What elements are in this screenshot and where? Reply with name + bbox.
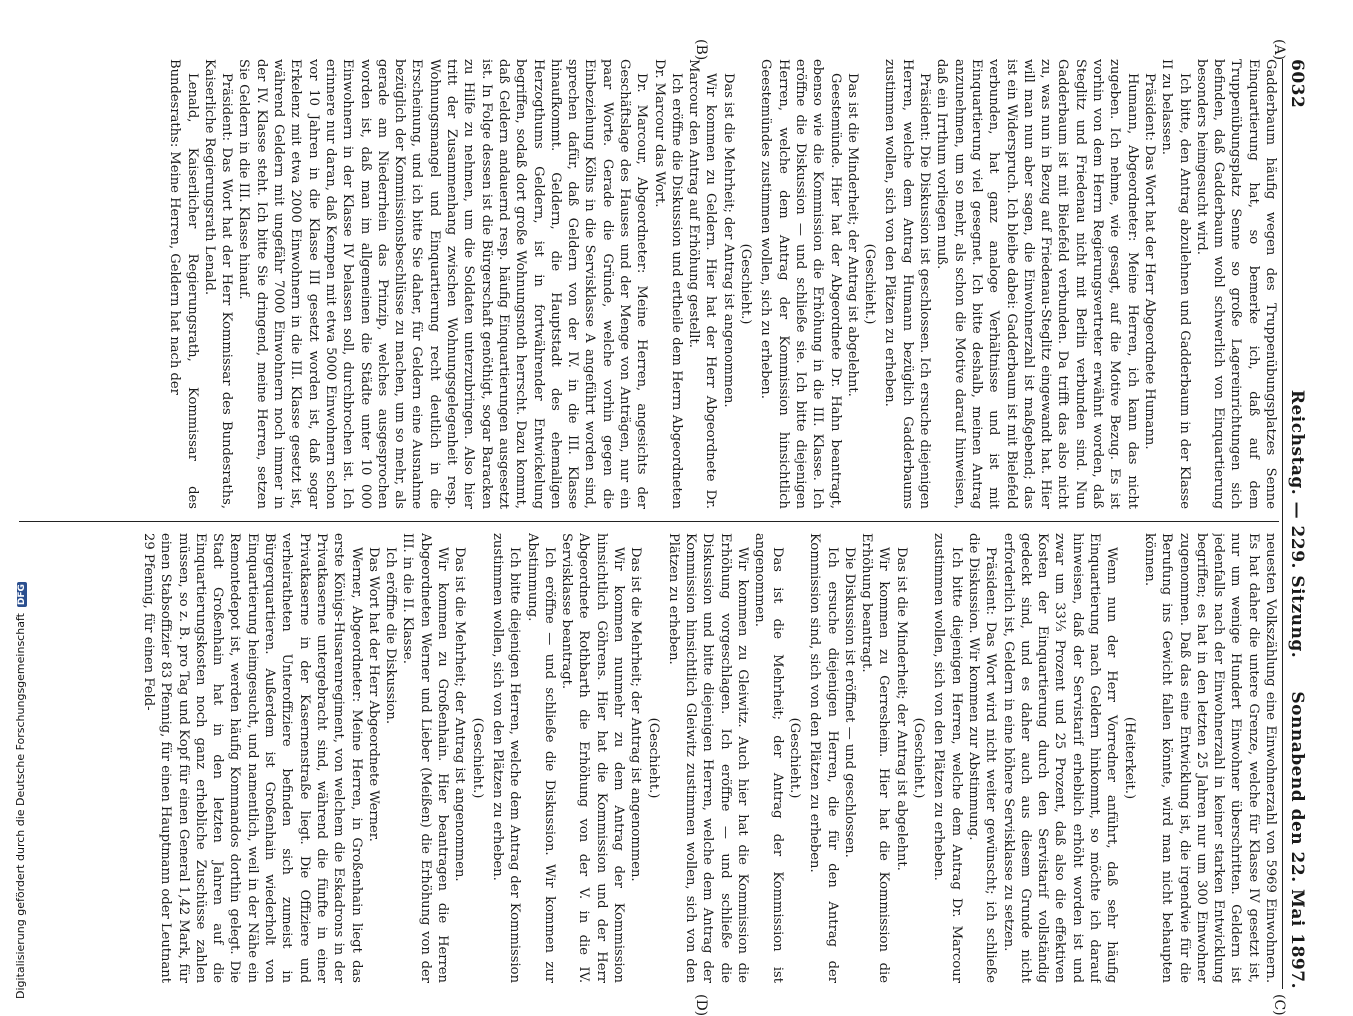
right-column-paragraph: Ich eröffne die Diskussion.	[383, 547, 399, 724]
page-date: Sonnabend den 22. Mai 1897.	[1287, 691, 1307, 989]
left-column-paragraph: Dr. Marcour, Abgeordneter: Meine Herren, angesichts der Geschäftslage des Hauses und der Menge von Anträgen, nur ein paar Worte. Gerade die Gründe, welche vorhin gegen die Einbeziehung Kölns in die Servisklasse A angeführt worden sind, sprechen dafür, daß Geldern von der IV. in die III. Klasse hinaufkommt. Geldern, die Hauptstadt des ehemaligen Herzogthums Geldern, ist in fortwährender Entwickelung begriffen, sodaß dort große Wohnungsnoth herrscht. Dazu kommt, daß Geldern andauernd resp. häufig Einquartierungen ausgesetzt ist. In Folge dessen ist die Bürgerschaft genöthigt, sogar Baracken zu Hilfe zu nehmen, um die Soldaten unterzubringen. Also hier tritt der Zusammenhang zwischen Wohnungsgelegenheit resp. Wohnungsmangel und Einquartierung recht deutlich in die Erscheinung, und ich bitte Sie daher, für Geldern eine Ausnahme bezüglich der Kommissionsbeschlüsse zu machen, um so mehr, als gerade am Niederrhein das Prinzip, welches ausgesprochen worden ist, daß man im allgemeinen die Städte unter 10 000 Einwohnern in der Klasse IV belassen soll, durchbrochen ist. Ich erinnere nur daran, daß Kempen mit etwa 5000 Einwohnern schon vor 10 Jahren in die Klasse III gesetzt worden ist, daß sogar Erkelenz mit etwa 2000 Einwohnern in die III. Klasse gesetzt ist, während Geldern mit ungefähr 7000 Einwohnern noch immer in der IV. Klasse steht. Ich bitte Sie dringend, meine Herren, setzen Sie Geldern in die III. Klasse hinauf.	[236, 59, 650, 509]
left-column-paragraph: Lenald, Kaiserlicher Regierungsrath, Kommissar des Bundesraths: Meine Herren, Geldern hat nach der	[167, 59, 200, 509]
footer-credit-bar	[0, 0, 28, 1000]
scanned-page	[9, 39, 1309, 1016]
right-column-paragraph: Ich eröffne — und schließe die Diskussion. Wir kommen zur Abstimmung.	[524, 533, 557, 983]
page-number: 6032	[1287, 59, 1307, 109]
margin-marker-c: (C)	[1271, 994, 1287, 1016]
left-column-paragraph: Präsident: Das Wort hat der Herr Abgeordnete Humann.	[1141, 73, 1157, 450]
left-column-paragraph: Gadderbaum häufig wegen des Truppenübungsplatzes Senne Einquartierung hat, so bemerke ich, daß auf dem Truppenübungsplatz Senne so große Lagereinrichtungen sich befinden, daß Gadderbaum wohl schwerlich von Einquartierung besonders heimgesucht wird.	[1193, 59, 1278, 509]
right-column-paragraph: Ich ersuche diejenigen Herren, die für den Antrag der Kommission sind, sich von den Plätzen zu erheben.	[807, 533, 840, 983]
right-column-paragraph: Wir kommen nunmehr zu dem Antrag der Kommission hinsichtlich Göhrens. Hier hat die Kommission und der Herr Abgeordnete Rothbarth die Erhöhung von der V. in die IV. Servisklasse beantragt.	[559, 533, 627, 983]
right-column-paragraph: (Heiterkeit.)	[1121, 716, 1137, 800]
left-column-paragraph: Das ist die Mehrheit; der Antrag ist angenommen.	[720, 73, 736, 408]
right-column-paragraph: (Geschieht.)	[786, 717, 802, 799]
margin-marker-b: (B)	[693, 39, 709, 61]
right-column-paragraph: Werner, Abgeordneter: Meine Herren, in Großenhain liegt das erste Königs-Husarenregiment, von welchem die Eskadrons in der Privatkaserne untergebracht sind, während die fünfte in einer Privatkaserne in der Kasernenstraße liegt. Die Offiziere und verheiratheten Unteroffiziere befinden sich zumeist in Bürgerquartieren. Außerdem ist Großenhain wiederholt von Einquartierung heimgesucht, und namentlich, weil in der Nähe ein Remontedepot ist, werden häufig Kommandos dorthin gelegt. Die Stadt Großenhain hat in den letzten Jahren auf die Einquartierungskosten noch ganz erhebliche Zuschüsse zahlen müssen, so z. B. pro Tag und Kopf für einen General 1,42 Mark, für einen Stabsoffizier 83 Pfennig, für einen Hauptmann oder Leutnant 29 Pfennig, für einen Feld-	[141, 533, 364, 983]
credit-text: Digitalisierung gefördert durch die Deutsche Forschungsgemeinschaft	[14, 613, 27, 999]
left-column-paragraph: Ich bitte, den Antrag abzulehnen und Gadderbaum in der Klasse II zu belassen.	[1159, 59, 1192, 509]
left-column-paragraph: Präsident: Die Diskussion ist geschlossen. Ich ersuche diejenigen Herren, welche dem Antrag Humann bezüglich Gadderbaums zustimmen wollen, sich von den Plätzen zu erheben.	[882, 59, 933, 509]
right-column-paragraph: Präsident: Das Wort wird nicht weiter gewünscht; ich schließe die Diskussion. Wir kommen zur Abstimmung.	[965, 533, 999, 983]
column-divider	[19, 521, 1279, 522]
credit-line	[14, 582, 27, 999]
right-column-paragraph: Das Wort hat der Herr Abgeordnete Werner.	[365, 547, 381, 842]
right-column-paragraph: Wir kommen zu Gleiwitz. Auch hier hat die Kommission die Erhöhung vorgeschlagen. Ich eröffne — und schließe die Diskussion und bitte diejenigen Herren, welche dem Antrag der Kommission hinsichtlich Gleiwitz zustimmen wollen, sich von den Plätzen zu erheben.	[665, 533, 751, 983]
right-column-paragraph: Wenn nun der Herr Vorredner anführt, daß sehr häufig Einquartierung nach Geldern hinkommt, so möchte ich darauf hinweisen, daß der Servistarif erheblich erhöht worden ist und zwar um 33⅓ Prozent und 25 Prozent, daß also die effektiven Kosten der Einquartierung durch den Servistarif vollständig gedeckt sind, und es daher auch aus diesem Grunde nicht erforderlich ist, Geldern in eine höhere Servisklasse zu setzen.	[1000, 533, 1120, 983]
margin-marker-a: (A)	[1271, 39, 1287, 61]
left-column-paragraph: Ich eröffne die Diskussion und ertheile dem Herrn Abgeordneten Dr. Marcour das Wort.	[651, 59, 684, 509]
page-title: Reichstag. — 229. Sitzung.	[1287, 389, 1307, 659]
left-column-paragraph: Geestemünde. Hier hat der Abgeordnete Dr. Hahn beantragt, ebenso wie die Kommission die Erhöhung in die III. Klasse. Ich eröffne die Diskussion — und schließe sie. Ich bitte diejenigen Herren, welche dem Antrag der Kommission hinsichtlich Geestemündes zustimmen wollen, sich zu erheben.	[758, 59, 843, 509]
right-column-paragraph: Das ist die Mehrheit; der Antrag ist angenommen.	[452, 547, 468, 882]
right-column-paragraph: Das ist die Mehrheit; der Antrag der Kommission ist angenommen.	[752, 533, 785, 983]
left-column-paragraph: (Geschieht.)	[738, 243, 754, 325]
right-column-paragraph: Ich bitte diejenigen Herren, welche dem Antrag Dr. Marcour zustimmen wollen, sich von den Plätzen zu erheben.	[931, 533, 964, 983]
left-column-paragraph: Präsident: Das Wort hat der Herr Kommissar des Bundesraths, Kaiserliche Regierungsrath Lenald.	[201, 59, 235, 509]
right-column-paragraph: Ich bitte diejenigen Herren, welche dem Antrag der Kommission zustimmen wollen, sich von den Plätzen zu erheben.	[489, 533, 523, 983]
left-column-paragraph: Humann, Abgeordneter: Meine Herren, ich kann das nicht zugeben. Ich nehme, wie gesagt, auf die Motive Bezug. Es ist vorhin von dem Herrn Regierungsvertreter erwähnt worden, daß Steglitz und Friedenau nicht mit Berlin verbunden sind. Nun Gadderbaum ist mit Bielefeld verbunden. Da trifft das also nicht zu, was nun in Bezug auf Friedenau-Steglitz eingewandt hat. Hier will man nun aber sagen, die Einwohnerzahl ist maßgebend; das ist ein Widerspruch. Ich bleibe dabei: Gadderbaum ist mit Bielefeld verbunden, hat ganz analoge Verhältnisse und ist mit Einquartierung viel gesegnet. Ich bitte deshalb, meinen Antrag anzunehmen, um so mehr, als schon die Motive darauf hinweisen, daß ein Irrthum vorliegen muß.	[934, 59, 1140, 509]
right-column-paragraph: Das ist die Mehrheit; der Antrag ist angenommen.	[628, 547, 644, 882]
right-column-paragraph: (Geschieht.)	[911, 717, 927, 799]
right-column-paragraph: Das ist die Minderheit; der Antrag ist abgelehnt.	[893, 547, 909, 871]
page-header	[1279, 59, 1309, 989]
margin-marker-d: (D)	[693, 994, 709, 1016]
right-column-paragraph: Wir kommen zu Großenhain. Hier beantragen die Herren Abgeordneten Werner und Lieber (Meißen) die Erhöhung von der III. in die II. Klasse.	[400, 533, 451, 983]
right-text-column	[19, 533, 1279, 983]
dfg-logo: DFG	[17, 584, 27, 606]
left-column-paragraph: Wir kommen zu Geldern. Hier hat der Herr Abgeordnete Dr. Marcour den Antrag auf Erhöhung gestellt.	[686, 59, 719, 509]
left-text-column	[19, 59, 1279, 509]
right-column-paragraph: neuesten Volkszählung eine Einwohnerzahl von 5969 Einwohnern. Es hat daher die untere Grenze, welche für Klasse IV gesetzt ist, nur um wenige Hundert Einwohner überschritten. Geldern ist jedenfalls nach der Einwohnerzahl in keiner starken Entwicklung begriffen; es hat in den letzten 25 Jahren nur um 300 Einwohner zugenommen. Daß das eine Entwicklung ist, die irgendwie für die Berufung ins Gewicht fallen könnte, wird man nicht behaupten können.	[1141, 533, 1278, 983]
right-column-paragraph: (Geschieht.)	[645, 717, 661, 799]
left-column-paragraph: (Geschieht.)	[862, 243, 878, 325]
right-column-paragraph: Wir kommen zu Gerresheim. Hier hat die Kommission die Erhöhung beantragt.	[859, 533, 892, 983]
right-column-paragraph: (Geschieht.)	[469, 717, 485, 799]
right-column-paragraph: Die Diskussion ist eröffnet — und geschlossen.	[841, 547, 857, 858]
header-rule	[1282, 59, 1283, 989]
left-column-paragraph: Das ist die Minderheit; der Antrag ist abgelehnt.	[844, 73, 860, 397]
